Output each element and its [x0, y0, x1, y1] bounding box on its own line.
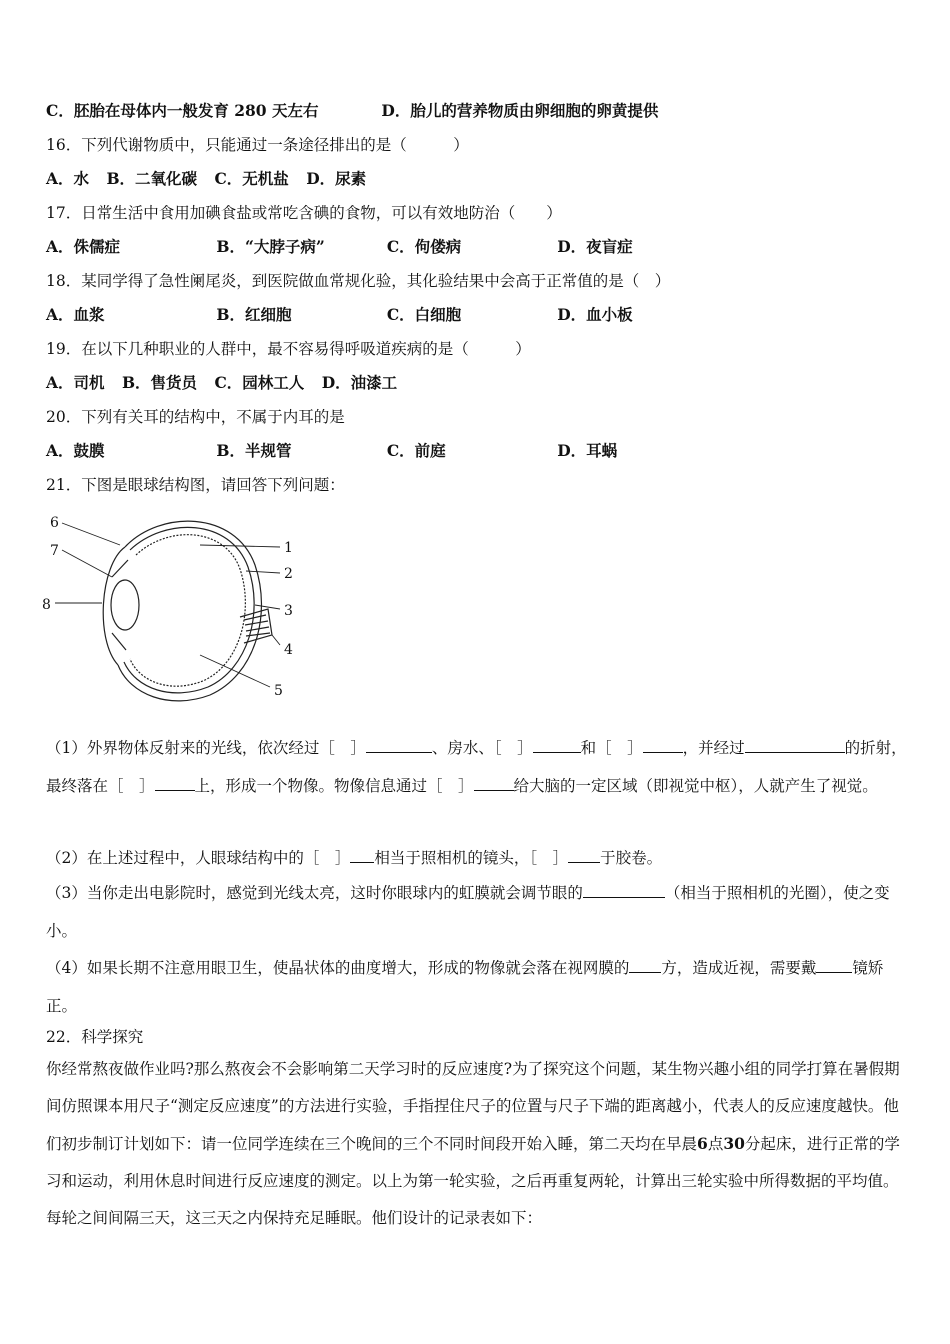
q21-sub1-text-e: 的折射，最终落在［ ］: [46, 739, 907, 795]
q21-sub1-text-c: 和［ ］: [580, 739, 643, 757]
q15-options: [46, 100, 910, 122]
q16-option-d: D．尿素: [306, 169, 367, 188]
q19-options: [46, 372, 910, 394]
q17-option-a: A．侏儒症: [46, 237, 121, 256]
q21-sub1-text-a: （1）外界物体反射来的光线，依次经过［ ］: [46, 739, 366, 757]
q17-option-c: C．佝偻病: [386, 237, 462, 256]
answer-blank[interactable]: [533, 738, 581, 753]
q21-sub3-text-b: （相当于照相机的光圈），使之变小。: [46, 884, 890, 940]
figure-label-8: 8: [42, 597, 51, 613]
q22-stem: 22．科学探究: [46, 1028, 144, 1046]
q16-option-a: A．水: [46, 169, 90, 188]
q17-option-d: D．夜盲症: [557, 237, 633, 256]
figure-label-5: 5: [274, 683, 283, 699]
q21-sub4-text-a: （4）如果长期不注意用眼卫生，使晶状体的曲度增大，形成的物像就会落在视网膜的: [46, 959, 630, 977]
q19-option-c: C．园林工人: [214, 373, 305, 392]
answer-blank[interactable]: [366, 738, 432, 753]
answer-blank[interactable]: [568, 848, 600, 863]
q19-stem: 19．在以下几种职业的人群中，最不容易得呼吸道疾病的是（ ）: [46, 340, 531, 358]
cornea: [103, 547, 125, 665]
q21-sub1-text-d: ，并经过: [682, 739, 745, 757]
answer-blank[interactable]: [629, 958, 661, 973]
q22-text-2: 点: [707, 1135, 724, 1153]
q18-option-d: D．血小板: [557, 305, 633, 324]
answer-blank[interactable]: [745, 738, 845, 753]
q21-sub1: [46, 730, 908, 805]
q22-text-1: 你经常熬夜做作业吗?那么熬夜会不会影响第二天学习时的反应速度?为了探究这个问题，某生物兴趣小组的同学打算在暑假期间仿照课本用尺子“测定反应速度”的方法进行实验，手指捏住尺子的位置与尺子下端的距离越小，代表人的反应速度越快。他们初步制订计划如下：请一位同学连续在三个晚间的三个不同时间段开始入睡，第二天均在早晨: [46, 1060, 900, 1153]
q20-option-b: B．半规管: [216, 441, 292, 460]
q16-option-b: B．二氧化碳: [106, 169, 198, 188]
q21-sub2-text-b: 相当于照相机的镜头，［ ］: [374, 849, 569, 867]
q15-option-c: C．胚胎在母体内一般发育 280 天左右: [46, 101, 319, 120]
q22-paragraph: [46, 1051, 908, 1237]
q22-number-2: 30: [723, 1134, 745, 1153]
q17-option-b: B．“大脖子病”: [216, 237, 325, 256]
figure-label-1: 1: [284, 540, 293, 556]
q21-sub3-text-a: （3）当你走出电影院时，感觉到光线太亮，这时你眼球内的虹膜就会调节眼的: [46, 884, 583, 902]
figure-label-6: 6: [50, 515, 59, 531]
q15-option-d: D．胎儿的营养物质由卵细胞的卵黄提供: [381, 101, 659, 120]
q21-sub4-text-b: 方，造成近视，需要戴: [661, 959, 817, 977]
q21-sub1-text-f: 上，形成一个物像。物像信息通过［ ］: [194, 776, 474, 795]
q22-number-1: 6: [697, 1134, 708, 1153]
q20-option-d: D．耳蜗: [557, 441, 618, 460]
eye-outer-wall: [118, 521, 261, 701]
q16-options: [46, 168, 910, 190]
answer-blank[interactable]: [816, 958, 852, 973]
q20-option-c: C．前庭: [386, 441, 446, 460]
q20-options: [46, 440, 910, 462]
figure-label-4: 4: [284, 642, 293, 658]
q16-stem: 16．下列代谢物质中，只能通过一条途径排出的是（ ）: [46, 136, 469, 154]
figure-label-7: 7: [50, 543, 59, 559]
answer-blank[interactable]: [643, 738, 683, 753]
q20-stem: 20．下列有关耳的结构中，不属于内耳的是: [46, 408, 345, 426]
q21-sub2-text-c: 于胶卷。: [600, 849, 663, 867]
q16-option-c: C．无机盐: [214, 169, 289, 188]
lens: [111, 580, 139, 630]
q19-option-d: D．油漆工: [321, 373, 398, 392]
answer-blank[interactable]: [155, 776, 195, 791]
q18-options: [46, 304, 910, 326]
q20-option-a: A．鼓膜: [46, 441, 105, 460]
q21-stem: 21．下图是眼球结构图，请回答下列问题：: [46, 476, 345, 494]
q17-stem: 17．日常生活中食用加碘食盐或常吃含碘的食物，可以有效地防治（ ）: [46, 204, 562, 222]
q21-sub2-text-a: （2）在上述过程中，人眼球结构中的［ ］: [46, 849, 351, 867]
q18-option-c: C．白细胞: [386, 305, 462, 324]
q18-option-a: A．血浆: [46, 305, 105, 324]
q19-option-a: A．司机: [46, 373, 105, 392]
figure-label-3: 3: [284, 603, 293, 619]
q21-sub4: [46, 950, 908, 1025]
q17-options: [46, 236, 910, 258]
q19-option-b: B．售货员: [121, 373, 198, 392]
answer-blank[interactable]: [474, 776, 514, 791]
q21-sub1-text-b: 、房水、［ ］: [431, 739, 533, 757]
q18-option-b: B．红细胞: [216, 305, 292, 324]
q18-stem: 18．某同学得了急性阑尾炎，到医院做血常规化验，其化验结果中会高于正常值的是（ ）: [46, 272, 671, 290]
q22-text-3: 分起床，进行正常的学习和运动，利用休息时间进行反应速度的测定。以上为第一轮实验，之后再重复两轮，计算出三轮实验中所得数据的平均值。每轮之间间隔三天，这三天之内保持充足睡眠。他们设计的记录表如下：: [46, 1135, 900, 1227]
figure-label-2: 2: [284, 566, 293, 582]
eye-structure-diagram: [40, 505, 300, 715]
q21-sub2: [46, 847, 910, 869]
answer-blank[interactable]: [583, 883, 665, 898]
q21-sub4-text-c: 镜矫正。: [46, 959, 884, 1015]
q21-sub1-text-g: 给大脑的一定区域（即视觉中枢），人就产生了视觉。: [513, 776, 878, 795]
q21-sub3: [46, 875, 908, 950]
answer-blank[interactable]: [350, 848, 374, 863]
